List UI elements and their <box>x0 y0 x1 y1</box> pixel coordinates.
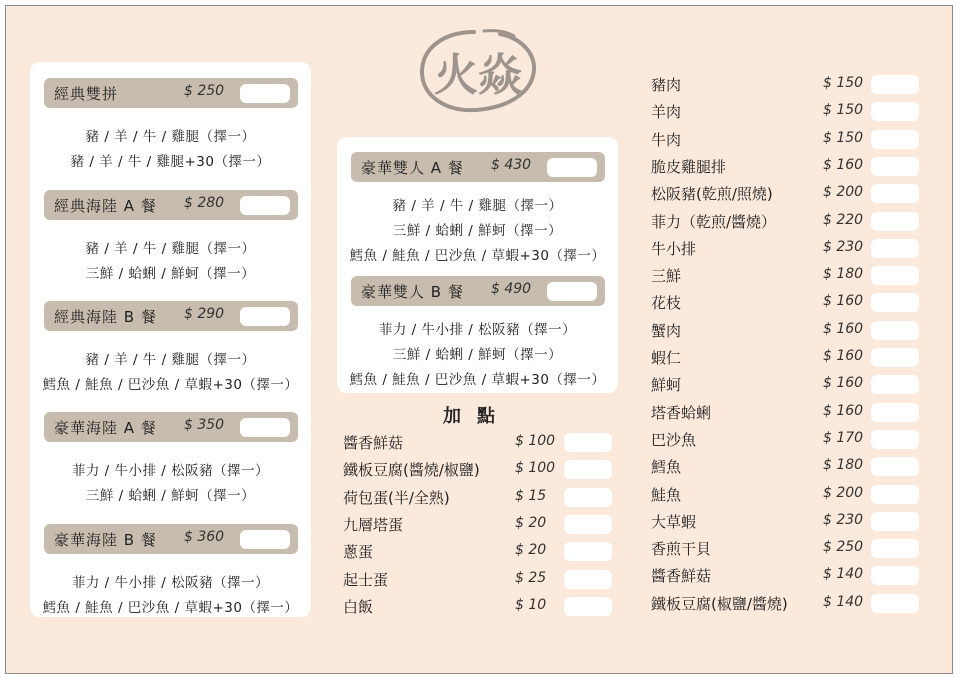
quantity-box[interactable] <box>547 282 597 301</box>
quantity-box[interactable] <box>871 457 919 476</box>
addon-row <box>343 541 613 561</box>
set-option-line: 三鮮 / 蛤蜊 / 鮮蚵（擇一） <box>392 223 563 239</box>
single-item-row <box>651 156 921 176</box>
item-name: 醬香鮮菇 <box>343 434 404 452</box>
quantity-box[interactable] <box>564 597 612 616</box>
set-name: 經典海陸 A 餐 <box>54 196 157 215</box>
item-price: $ 170 <box>823 429 864 446</box>
single-item-row <box>651 511 921 531</box>
single-item-row <box>651 456 921 476</box>
addon-row <box>343 487 613 507</box>
quantity-box[interactable] <box>240 530 290 549</box>
quantity-box[interactable] <box>871 566 919 585</box>
quantity-box[interactable] <box>871 321 919 340</box>
item-price: $ 100 <box>515 433 556 449</box>
single-item-row <box>651 429 921 449</box>
single-item-row <box>651 211 921 231</box>
quantity-box[interactable] <box>871 512 919 531</box>
single-item-row <box>651 74 921 94</box>
item-name: 大草蝦 <box>651 512 697 531</box>
item-price: $ 160 <box>823 348 864 364</box>
set-option-line: 鱈魚 / 鮭魚 / 巴沙魚 / 草蝦+30（擇一） <box>42 377 299 393</box>
quantity-box[interactable] <box>564 488 612 507</box>
item-name: 脆皮雞腿排 <box>651 157 727 176</box>
quantity-box[interactable] <box>871 184 919 203</box>
item-price: $ 140 <box>823 593 864 610</box>
quantity-box[interactable] <box>871 430 919 449</box>
set-option-line: 菲力 / 牛小排 / 松阪豬（擇一） <box>71 463 270 479</box>
item-name: 牛小排 <box>651 239 697 258</box>
quantity-box[interactable] <box>871 239 919 258</box>
single-item-row <box>651 129 921 149</box>
item-price: $ 160 <box>823 402 864 419</box>
quantity-box[interactable] <box>240 84 290 103</box>
item-name: 菲力（乾煎/醬燒） <box>651 212 777 231</box>
set-price: $ 350 <box>184 417 225 433</box>
item-name: 塔香蛤蜊 <box>651 403 712 422</box>
item-price: $ 220 <box>823 211 864 228</box>
set-price: $ 250 <box>184 83 225 99</box>
single-item-row <box>651 320 921 340</box>
set-option-line: 豬 / 羊 / 牛 / 雞腿（擇一） <box>85 129 256 145</box>
item-name: 鱈魚 <box>651 458 682 477</box>
item-price: $ 180 <box>823 457 864 474</box>
item-price: $ 20 <box>515 542 547 559</box>
item-price: $ 10 <box>515 596 547 613</box>
quantity-box[interactable] <box>871 157 919 176</box>
item-name: 牛肉 <box>651 130 682 149</box>
quantity-box[interactable] <box>871 130 919 149</box>
item-price: $ 200 <box>823 184 864 201</box>
single-item-row <box>651 593 921 613</box>
item-name: 九層塔蛋 <box>343 515 404 534</box>
quantity-box[interactable] <box>871 75 919 94</box>
item-name: 巴沙魚 <box>651 430 697 449</box>
addon-row <box>343 459 613 479</box>
quantity-box[interactable] <box>564 433 612 452</box>
item-name: 鐵板豆腐(醬燒/椒鹽) <box>343 461 480 480</box>
single-item-row <box>651 265 921 285</box>
quantity-box[interactable] <box>871 485 919 504</box>
quantity-box[interactable] <box>871 348 919 367</box>
set-option-line: 豬 / 羊 / 牛 / 雞腿+30（擇一） <box>70 154 271 170</box>
item-price: $ 160 <box>823 156 864 173</box>
item-name: 蟹肉 <box>651 321 682 340</box>
set-header <box>44 78 298 108</box>
quantity-box[interactable] <box>871 594 919 613</box>
set-option-line: 三鮮 / 蛤蜊 / 鮮蚵（擇一） <box>392 347 563 363</box>
item-price: $ 160 <box>823 293 864 310</box>
set-name: 經典雙拼 <box>54 84 119 103</box>
quantity-box[interactable] <box>240 307 290 326</box>
quantity-box[interactable] <box>240 196 290 215</box>
set-header <box>44 301 298 331</box>
quantity-box[interactable] <box>871 539 919 558</box>
item-name: 鐵板豆腐(椒鹽/醬燒) <box>651 594 788 613</box>
item-price: $ 160 <box>823 375 864 392</box>
quantity-box[interactable] <box>871 102 919 121</box>
quantity-box[interactable] <box>564 460 612 479</box>
quantity-box[interactable] <box>871 266 919 285</box>
quantity-box[interactable] <box>871 375 919 394</box>
item-name: 鮭魚 <box>651 485 682 504</box>
single-item-row <box>651 538 921 558</box>
item-name: 蔥蛋 <box>343 543 374 562</box>
item-name: 豬肉 <box>651 76 682 94</box>
item-price: $ 100 <box>515 460 556 477</box>
item-price: $ 200 <box>823 484 864 501</box>
set-option-line: 鱈魚 / 鮭魚 / 巴沙魚 / 草蝦+30（擇一） <box>349 248 606 264</box>
item-price: $ 230 <box>823 238 864 255</box>
single-item-row <box>651 484 921 504</box>
set-name: 豪華雙人 A 餐 <box>361 158 464 177</box>
addons-title: 加點 <box>443 406 511 427</box>
item-price: $ 140 <box>823 566 864 583</box>
item-price: $ 150 <box>823 102 864 119</box>
addon-row <box>343 596 613 616</box>
set-option-line: 豬 / 羊 / 牛 / 雞腿（擇一） <box>85 352 256 368</box>
item-price: $ 25 <box>515 569 547 586</box>
set-option-line: 三鮮 / 蛤蜊 / 鮮蚵（擇一） <box>85 266 256 282</box>
item-name: 三鮮 <box>651 267 682 286</box>
set-option-line: 鱈魚 / 鮭魚 / 巴沙魚 / 草蝦+30（擇一） <box>42 600 299 616</box>
quantity-box[interactable] <box>871 403 919 422</box>
set-price: $ 360 <box>184 529 225 545</box>
item-name: 醬香鮮菇 <box>651 567 712 586</box>
set-price: $ 490 <box>491 281 532 297</box>
single-item-row <box>651 183 921 203</box>
quantity-box[interactable] <box>871 293 919 312</box>
set-header <box>44 190 298 220</box>
quantity-box[interactable] <box>871 212 919 231</box>
item-name: 蝦仁 <box>651 349 682 367</box>
set-option-line: 鱈魚 / 鮭魚 / 巴沙魚 / 草蝦+30（擇一） <box>349 372 606 388</box>
quantity-box[interactable] <box>564 542 612 561</box>
single-item-row <box>651 101 921 121</box>
single-item-row <box>651 347 921 367</box>
item-name: 起士蛋 <box>343 570 389 589</box>
addon-row <box>343 514 613 534</box>
set-header <box>44 412 298 442</box>
item-price: $ 150 <box>823 129 864 146</box>
item-name: 松阪豬(乾煎/照燒) <box>651 185 773 204</box>
set-header <box>351 276 605 306</box>
single-item-row <box>651 565 921 585</box>
quantity-box[interactable] <box>240 418 290 437</box>
set-option-line: 菲力 / 牛小排 / 松阪豬（擇一） <box>71 575 270 591</box>
item-price: $ 250 <box>823 539 864 556</box>
single-item-row <box>651 292 921 312</box>
set-option-line: 豬 / 羊 / 牛 / 雞腿（擇一） <box>392 198 563 214</box>
set-option-line: 豬 / 羊 / 牛 / 雞腿（擇一） <box>85 241 256 257</box>
set-name: 豪華海陸 B 餐 <box>54 530 157 549</box>
item-price: $ 160 <box>823 320 864 337</box>
item-name: 白飯 <box>343 597 374 616</box>
item-name: 香煎干貝 <box>651 540 712 559</box>
single-item-row <box>651 374 921 394</box>
item-name: 鮮蚵 <box>651 376 682 395</box>
quantity-box[interactable] <box>564 515 612 534</box>
set-option-line: 菲力 / 牛小排 / 松阪豬（擇一） <box>378 322 577 338</box>
set-name: 經典海陸 B 餐 <box>54 307 157 326</box>
set-price: $ 290 <box>184 306 225 322</box>
item-name: 羊肉 <box>651 103 682 122</box>
set-header <box>44 524 298 554</box>
addon-row <box>343 432 613 452</box>
item-name: 荷包蛋(半/全熟) <box>343 488 450 507</box>
logo-text: 火焱 <box>434 50 522 101</box>
set-name: 豪華雙人 B 餐 <box>361 282 464 301</box>
item-price: $ 20 <box>515 514 547 531</box>
quantity-box[interactable] <box>547 158 597 177</box>
item-price: $ 150 <box>823 75 864 91</box>
set-option-line: 三鮮 / 蛤蜊 / 鮮蚵（擇一） <box>85 488 256 504</box>
set-price: $ 430 <box>491 157 532 173</box>
set-name: 豪華海陸 A 餐 <box>54 418 157 437</box>
item-price: $ 180 <box>823 266 864 283</box>
restaurant-logo <box>414 28 542 114</box>
addon-row <box>343 569 613 589</box>
set-header <box>351 152 605 182</box>
item-name: 花枝 <box>651 294 682 313</box>
set-price: $ 280 <box>184 195 225 211</box>
single-item-row <box>651 402 921 422</box>
quantity-box[interactable] <box>564 570 612 589</box>
single-item-row <box>651 238 921 258</box>
item-price: $ 230 <box>823 511 864 528</box>
item-price: $ 15 <box>515 487 547 504</box>
